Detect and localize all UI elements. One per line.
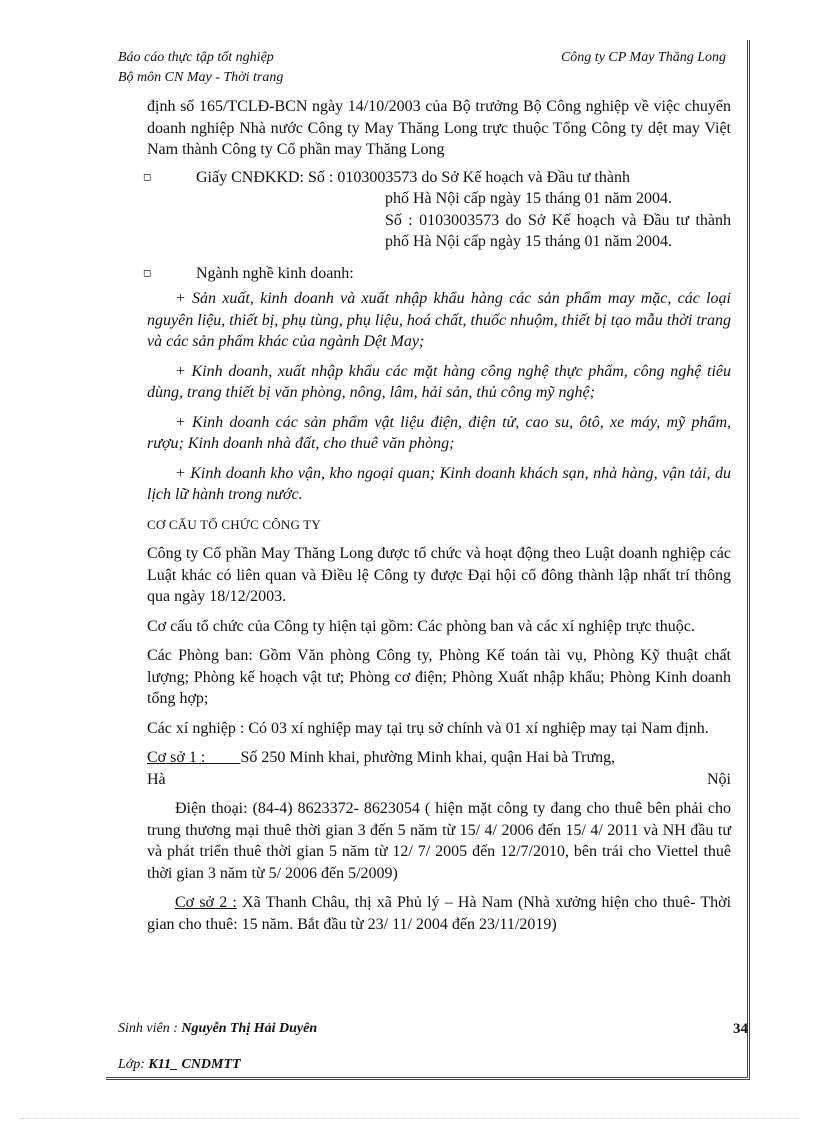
section-heading: CƠ CẤU TỔ CHỨC CÔNG TY xyxy=(147,516,321,532)
footer-class xyxy=(118,1057,241,1073)
license-line: Giấy CNĐKKD: Số : 0103003573 do Sở Kế hoạch và Đầu tư thành xyxy=(196,168,630,186)
page-edge-divider xyxy=(20,1118,800,1119)
business-label-row xyxy=(143,263,731,285)
license-repeat: Số : 0103003573 do Sở Kế hoạch và Đầu tư thành phố Hà Nội cấp ngày 15 tháng 01 năm 2004. xyxy=(385,211,731,250)
header-department: Bộ môn CN May - Thời trang xyxy=(118,70,284,85)
document-body xyxy=(143,96,732,943)
site1-block xyxy=(147,747,731,790)
site2-text: Xã Thanh Châu, thị xã Phủ lý – Hà Nam (Nhà xưởng hiện cho thuê- Thời gian cho thuê: 15 năm. Bắt đầu từ 23/ 11/ 2004 đến 23/11/2019) xyxy=(147,894,732,933)
class-name: K11_ CNDMTT xyxy=(148,1057,241,1072)
bullet-icon: ◻ xyxy=(143,171,152,183)
paragraph: Các Phòng ban: Gồm Văn phòng Công ty, Phòng Kế toán tài vụ, Phòng Kỹ thuật chất lượng; Phòng kế hoạch vật tư; Phòng cơ điện; Phòng Xuất nhập khẩu; Phòng Kinh doanh tổng hợp; xyxy=(147,647,731,707)
business-label: Ngành nghề kinh doanh: xyxy=(196,264,354,282)
paragraph: Cơ cấu tổ chức của Công ty hiện tại gồm: Các phòng ban và các xí nghiệp trực thuộc. xyxy=(147,617,695,635)
site1-city-right: Nội xyxy=(707,770,731,788)
footer-student xyxy=(118,1021,317,1037)
business-item: + Kinh doanh, xuất nhập khẩu các mặt hàng công nghệ thực phẩm, công nghệ tiêu dùng, trang thiết bị văn phòng, nông, lâm, hải sản, thủ công mỹ nghệ; xyxy=(147,362,731,401)
site1-label: Cơ sở 1 : xyxy=(147,749,206,766)
header-company: Công ty CP May Thăng Long xyxy=(560,50,726,65)
site1-address: Số 250 Minh khai, phường Minh khai, quận Hai bà Trưng, xyxy=(240,749,616,766)
phone-paragraph: Điện thoại: (84-4) 8623372- 8623054 ( hiện mặt công ty đang cho thuê bên phải cho trung thương mại thuê thời gian 3 đến 5 năm từ 15/ 4/ 2006 đến 15/ 4/ 2011 và NH đầu tư và phát triển thuê thời gian 5 năm từ 12/ 7/ 2005 đến 12/7/2010, bên trái cho Viettel thuê thời gian 3 năm từ 5/ 2006 đến 5/2009) xyxy=(147,800,731,882)
intro-paragraph: định số 165/TCLĐ-BCN ngày 14/10/2003 của Bộ trưởng Bộ Công nghiệp về việc chuyển doanh nghiệp Nhà nước Công ty May Thăng Long trực thuộc Tổng Công ty dệt may Việt Nam thành Công ty Cổ phần may Thăng Long xyxy=(147,98,731,158)
paragraph: Công ty Cổ phần May Thăng Long được tổ chức và hoạt động theo Luật doanh nghiệp các Luật khác có liên quan và Điều lệ Công ty được Đại hội cổ đông thành lập nhất trí thông qua ngày 18/12/2003. xyxy=(147,545,731,605)
header-left xyxy=(118,48,283,88)
site1-city-left: Hà xyxy=(147,770,166,788)
student-name: Nguyễn Thị Hải Duyên xyxy=(181,1021,318,1036)
header-report-title: Báo cáo thực tập tốt nghiệp xyxy=(118,50,274,65)
business-item: + Kinh doanh kho vận, kho ngoại quan; Kinh doanh khách sạn, nhà hàng, vận tải, du lịch lữ hành trong nước. xyxy=(147,464,731,503)
paragraph: Các xí nghiệp : Có 03 xí nghiệp may tại trụ sở chính và 01 xí nghiệp may tại Nam định. xyxy=(147,719,709,737)
business-item: + Kinh doanh các sản phẩm vật liệu điện, điện tử, cao su, ôtô, xe máy, mỹ phẩm, rượu; Kinh doanh nhà đất, cho thuê văn phòng; xyxy=(147,413,731,452)
business-item: + Sản xuất, kinh doanh và xuất nhập khẩu hàng các sản phẩm may mặc, các loại nguyên liệu, thiết bị, phụ tùng, phụ liệu, hoá chất, thuốc nhuộm, thiết bị tạo mẫu thời trang và các sản phẩm khác của ngành Dệt May; xyxy=(147,290,731,350)
license-block xyxy=(143,167,731,253)
site2-label: Cơ sở 2 : xyxy=(175,894,237,911)
license-line-2: phố Hà Nội cấp ngày 15 tháng 01 năm 2004. xyxy=(385,190,673,207)
page-number: 34 xyxy=(733,1021,748,1037)
bullet-icon: ◻ xyxy=(143,267,152,279)
class-label: Lớp: xyxy=(118,1057,149,1072)
student-label: Sinh viên : xyxy=(118,1021,182,1036)
